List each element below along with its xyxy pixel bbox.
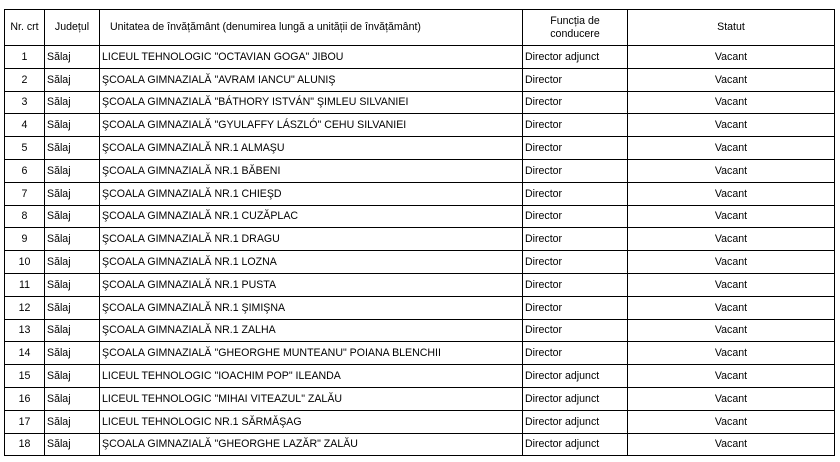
cell-judet: Sălaj: [45, 228, 100, 251]
cell-judet: Sălaj: [45, 114, 100, 137]
cell-nr: 9: [5, 228, 45, 251]
cell-functia: Director: [523, 68, 628, 91]
cell-unitate: ŞCOALA GIMNAZIALĂ "AVRAM IANCU" ALUNIŞ: [100, 68, 523, 91]
cell-nr: 13: [5, 319, 45, 342]
cell-judet: Sălaj: [45, 342, 100, 365]
table-row: [5, 319, 835, 342]
cell-judet: Sălaj: [45, 159, 100, 182]
cell-judet: Sălaj: [45, 251, 100, 274]
cell-nr: 2: [5, 68, 45, 91]
cell-statut: Vacant: [628, 46, 835, 69]
header-nr-crt: Nr. crt: [5, 10, 45, 46]
table-row: [5, 251, 835, 274]
cell-judet: Sălaj: [45, 365, 100, 388]
cell-unitate: LICEUL TEHNOLOGIC "IOACHIM POP" ILEANDA: [100, 365, 523, 388]
table-row: [5, 228, 835, 251]
cell-unitate: ŞCOALA GIMNAZIALĂ "GYULAFFY LÁSZLÓ" CEHU SILVANIEI: [100, 114, 523, 137]
table-row: [5, 387, 835, 410]
cell-unitate: ŞCOALA GIMNAZIALĂ NR.1 CUZĂPLAC: [100, 205, 523, 228]
cell-statut: Vacant: [628, 228, 835, 251]
cell-judet: Sălaj: [45, 205, 100, 228]
cell-functia: Director adjunct: [523, 433, 628, 456]
header-row: [5, 10, 835, 46]
cell-statut: Vacant: [628, 182, 835, 205]
header-unitate: Unitatea de învățământ (denumirea lungă a unității de învățământ): [100, 10, 523, 46]
cell-nr: 5: [5, 137, 45, 160]
cell-functia: Director: [523, 273, 628, 296]
cell-judet: Sălaj: [45, 273, 100, 296]
cell-unitate: ŞCOALA GIMNAZIALĂ "BÁTHORY ISTVÁN" ŞIMLEU SILVANIEI: [100, 91, 523, 114]
cell-statut: Vacant: [628, 319, 835, 342]
cell-judet: Sălaj: [45, 319, 100, 342]
cell-judet: Sălaj: [45, 387, 100, 410]
cell-functia: Director: [523, 91, 628, 114]
header-statut: Statut: [628, 10, 835, 46]
cell-unitate: LICEUL TEHNOLOGIC "MIHAI VITEAZUL" ZALĂU: [100, 387, 523, 410]
cell-functia: Director: [523, 251, 628, 274]
table-body: [5, 46, 835, 456]
cell-judet: Sălaj: [45, 182, 100, 205]
cell-nr: 3: [5, 91, 45, 114]
table-row: [5, 296, 835, 319]
cell-judet: Sălaj: [45, 68, 100, 91]
cell-nr: 11: [5, 273, 45, 296]
cell-judet: Sălaj: [45, 46, 100, 69]
table-row: [5, 342, 835, 365]
cell-functia: Director: [523, 205, 628, 228]
cell-judet: Sălaj: [45, 91, 100, 114]
cell-functia: Director: [523, 319, 628, 342]
cell-functia: Director: [523, 137, 628, 160]
table-row: [5, 91, 835, 114]
cell-unitate: ŞCOALA GIMNAZIALĂ NR.1 ALMAŞU: [100, 137, 523, 160]
cell-nr: 7: [5, 182, 45, 205]
cell-statut: Vacant: [628, 387, 835, 410]
cell-functia: Director: [523, 114, 628, 137]
table-row: [5, 46, 835, 69]
cell-statut: Vacant: [628, 433, 835, 456]
table-row: [5, 410, 835, 433]
cell-judet: Sălaj: [45, 433, 100, 456]
cell-statut: Vacant: [628, 114, 835, 137]
cell-functia: Director: [523, 159, 628, 182]
cell-unitate: ŞCOALA GIMNAZIALĂ "GHEORGHE LAZĂR" ZALĂU: [100, 433, 523, 456]
cell-statut: Vacant: [628, 365, 835, 388]
table-row: [5, 68, 835, 91]
cell-functia: Director adjunct: [523, 46, 628, 69]
cell-functia: Director adjunct: [523, 365, 628, 388]
cell-functia: Director: [523, 182, 628, 205]
cell-nr: 17: [5, 410, 45, 433]
header-functia: Funcția de conducere: [523, 10, 628, 46]
cell-functia: Director: [523, 228, 628, 251]
cell-nr: 6: [5, 159, 45, 182]
cell-unitate: ŞCOALA GIMNAZIALĂ NR.1 DRAGU: [100, 228, 523, 251]
cell-nr: 16: [5, 387, 45, 410]
cell-statut: Vacant: [628, 410, 835, 433]
cell-nr: 15: [5, 365, 45, 388]
cell-statut: Vacant: [628, 251, 835, 274]
table-row: [5, 433, 835, 456]
cell-unitate: ŞCOALA GIMNAZIALĂ "GHEORGHE MUNTEANU" POIANA BLENCHII: [100, 342, 523, 365]
table-row: [5, 205, 835, 228]
header-judet: Județul: [45, 10, 100, 46]
cell-nr: 8: [5, 205, 45, 228]
cell-functia: Director adjunct: [523, 410, 628, 433]
cell-statut: Vacant: [628, 159, 835, 182]
cell-judet: Sălaj: [45, 296, 100, 319]
cell-unitate: ŞCOALA GIMNAZIALĂ NR.1 PUSTA: [100, 273, 523, 296]
cell-unitate: LICEUL TEHNOLOGIC "OCTAVIAN GOGA" JIBOU: [100, 46, 523, 69]
cell-functia: Director: [523, 296, 628, 319]
cell-unitate: ŞCOALA GIMNAZIALĂ NR.1 LOZNA: [100, 251, 523, 274]
cell-unitate: ŞCOALA GIMNAZIALĂ NR.1 ZALHA: [100, 319, 523, 342]
cell-nr: 1: [5, 46, 45, 69]
cell-nr: 10: [5, 251, 45, 274]
cell-functia: Director: [523, 342, 628, 365]
cell-nr: 18: [5, 433, 45, 456]
cell-statut: Vacant: [628, 342, 835, 365]
table-row: [5, 137, 835, 160]
cell-statut: Vacant: [628, 205, 835, 228]
cell-statut: Vacant: [628, 68, 835, 91]
vacancies-table: [4, 9, 835, 456]
cell-judet: Sălaj: [45, 137, 100, 160]
table-row: [5, 114, 835, 137]
cell-statut: Vacant: [628, 296, 835, 319]
cell-unitate: ŞCOALA GIMNAZIALĂ NR.1 ŞIMIŞNA: [100, 296, 523, 319]
cell-unitate: LICEUL TEHNOLOGIC NR.1 SĂRMĂŞAG: [100, 410, 523, 433]
table-row: [5, 273, 835, 296]
cell-statut: Vacant: [628, 273, 835, 296]
cell-unitate: ŞCOALA GIMNAZIALĂ NR.1 CHIEŞD: [100, 182, 523, 205]
cell-statut: Vacant: [628, 137, 835, 160]
cell-judet: Sălaj: [45, 410, 100, 433]
table-row: [5, 182, 835, 205]
cell-nr: 14: [5, 342, 45, 365]
cell-unitate: ŞCOALA GIMNAZIALĂ NR.1 BĂBENI: [100, 159, 523, 182]
cell-statut: Vacant: [628, 91, 835, 114]
cell-nr: 4: [5, 114, 45, 137]
table-row: [5, 365, 835, 388]
table-row: [5, 159, 835, 182]
cell-functia: Director adjunct: [523, 387, 628, 410]
cell-nr: 12: [5, 296, 45, 319]
